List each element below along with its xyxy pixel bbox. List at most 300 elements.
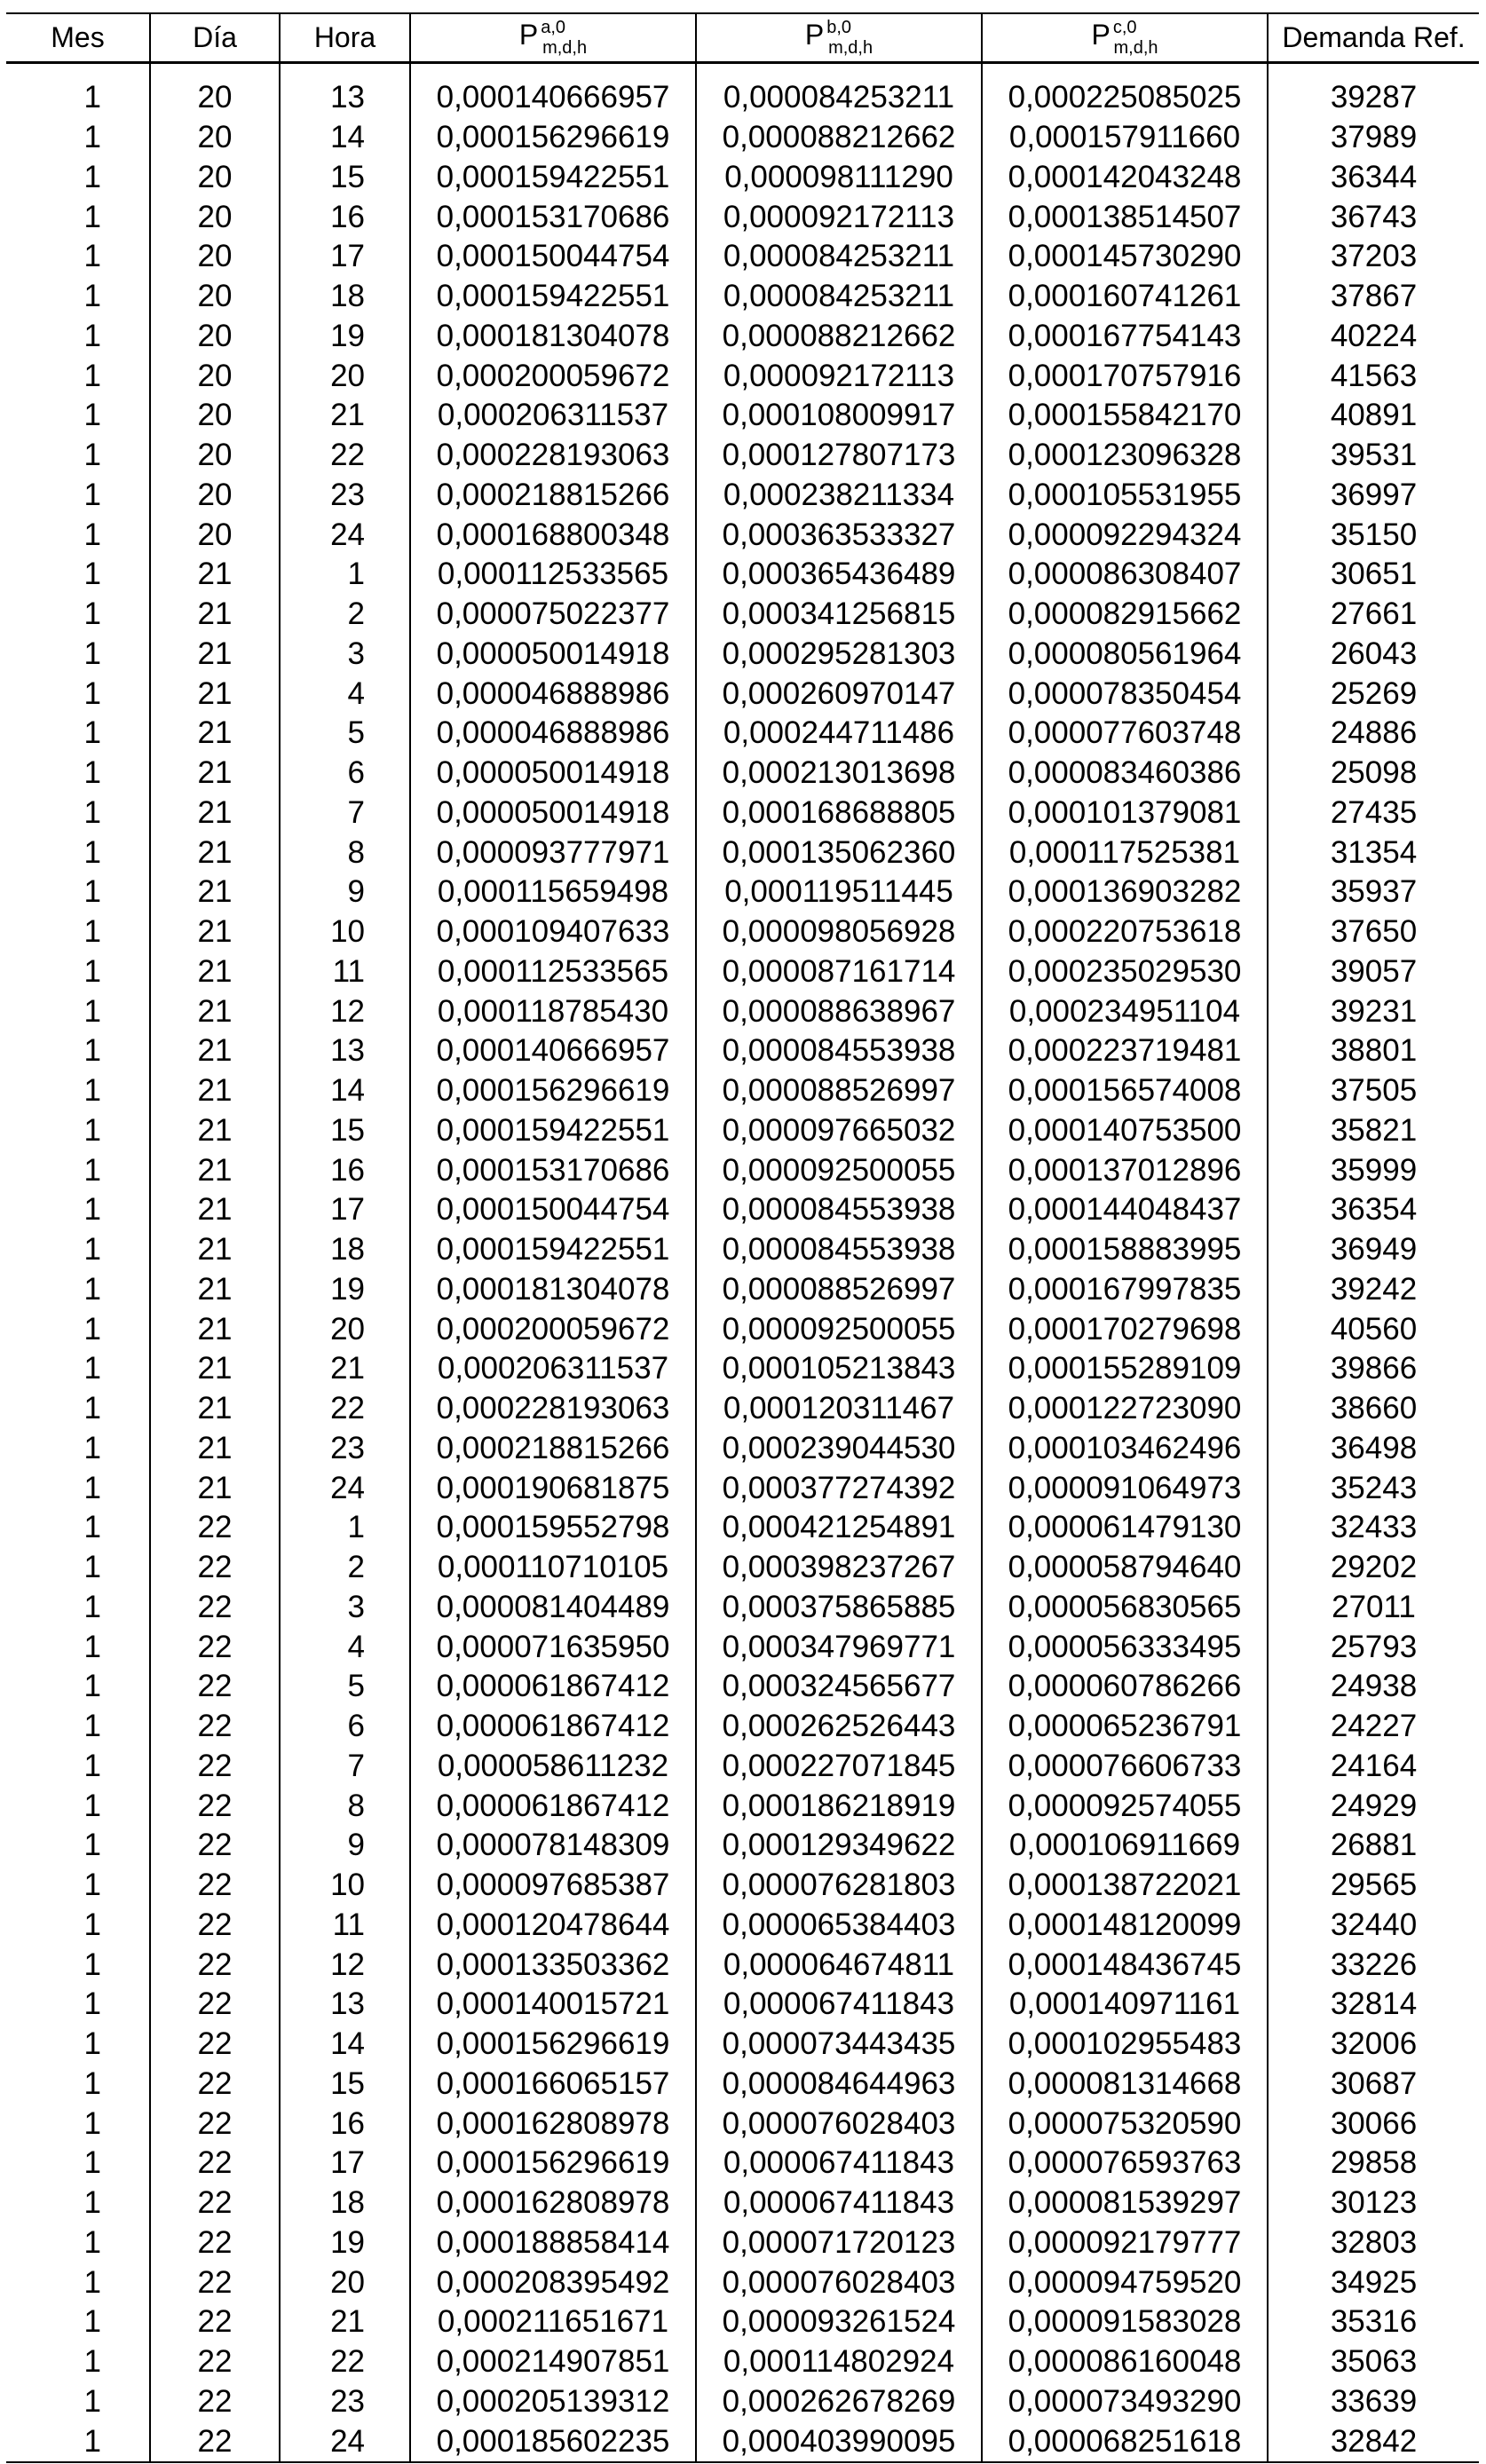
cell-demanda: 39287 bbox=[1268, 63, 1479, 118]
table-row bbox=[6, 912, 1479, 952]
cell-hora: 8 bbox=[280, 833, 410, 873]
cell-demanda: 32433 bbox=[1268, 1508, 1479, 1548]
cell-demanda: 29202 bbox=[1268, 1548, 1479, 1588]
cell-dia: 21 bbox=[150, 714, 280, 754]
header-pa-sub: m,d,h bbox=[542, 37, 588, 58]
cell-pa: 0,000140015721 bbox=[410, 1985, 696, 2025]
cell-pb: 0,000064674811 bbox=[696, 1945, 982, 1985]
table-row bbox=[6, 2263, 1479, 2302]
cell-dia: 20 bbox=[150, 436, 280, 476]
cell-demanda: 35063 bbox=[1268, 2342, 1479, 2382]
cell-dia: 22 bbox=[150, 2065, 280, 2105]
cell-dia: 21 bbox=[150, 1309, 280, 1349]
cell-pa: 0,000061867412 bbox=[410, 1786, 696, 1826]
cell-pc: 0,000068251618 bbox=[982, 2421, 1268, 2462]
cell-pa: 0,000200059672 bbox=[410, 1309, 696, 1349]
cell-mes: 1 bbox=[83, 1828, 101, 1863]
cell-dia: 22 bbox=[150, 2144, 280, 2184]
cell-mes: 1 bbox=[83, 318, 101, 353]
cell-dia: 22 bbox=[150, 1906, 280, 1946]
cell-pb: 0,000238211334 bbox=[696, 476, 982, 516]
cell-dia: 21 bbox=[150, 754, 280, 794]
cell-dia: 22 bbox=[150, 1786, 280, 1826]
cell-pa: 0,000188858414 bbox=[410, 2223, 696, 2263]
cell-mes: 1 bbox=[83, 1152, 101, 1188]
cell-pb: 0,000084253211 bbox=[696, 63, 982, 118]
cell-demanda: 26043 bbox=[1268, 635, 1479, 675]
cell-demanda: 37867 bbox=[1268, 277, 1479, 317]
cell-pa: 0,000093777971 bbox=[410, 833, 696, 873]
cell-pa: 0,000150044754 bbox=[410, 1190, 696, 1230]
cell-dia: 20 bbox=[150, 118, 280, 158]
cell-pb: 0,000120311467 bbox=[696, 1389, 982, 1429]
cell-hora: 14 bbox=[280, 2025, 410, 2065]
cell-pa: 0,000156296619 bbox=[410, 2144, 696, 2184]
cell-pa: 0,000112533565 bbox=[410, 555, 696, 595]
cell-pb: 0,000076281803 bbox=[696, 1866, 982, 1906]
cell-pb: 0,000105213843 bbox=[696, 1349, 982, 1389]
cell-pa: 0,000081404489 bbox=[410, 1588, 696, 1628]
cell-pb: 0,000127807173 bbox=[696, 436, 982, 476]
cell-pa: 0,000205139312 bbox=[410, 2382, 696, 2422]
cell-pc: 0,000103462496 bbox=[982, 1429, 1268, 1469]
cell-demanda: 24886 bbox=[1268, 714, 1479, 754]
cell-pb: 0,000262678269 bbox=[696, 2382, 982, 2422]
cell-pa: 0,000214907851 bbox=[410, 2342, 696, 2382]
table-row bbox=[6, 1111, 1479, 1151]
cell-mes: 1 bbox=[83, 2026, 101, 2062]
cell-hora: 3 bbox=[280, 635, 410, 675]
cell-dia: 20 bbox=[150, 396, 280, 436]
cell-mes: 1 bbox=[83, 1112, 101, 1148]
table-row bbox=[6, 197, 1479, 237]
table-body bbox=[6, 63, 1479, 2463]
cell-pa: 0,000162808978 bbox=[410, 2184, 696, 2223]
cell-demanda: 30651 bbox=[1268, 555, 1479, 595]
cell-hora: 20 bbox=[280, 2263, 410, 2302]
cell-demanda: 24227 bbox=[1268, 1707, 1479, 1747]
cell-pc: 0,000076593763 bbox=[982, 2144, 1268, 2184]
cell-hora: 12 bbox=[280, 1945, 410, 1985]
cell-pa: 0,000211651671 bbox=[410, 2302, 696, 2342]
cell-dia: 21 bbox=[150, 1468, 280, 1508]
cell-demanda: 25269 bbox=[1268, 674, 1479, 714]
cell-mes: 1 bbox=[83, 199, 101, 234]
cell-demanda: 30123 bbox=[1268, 2184, 1479, 2223]
cell-dia: 22 bbox=[150, 1548, 280, 1588]
cell-pc: 0,000138722021 bbox=[982, 1866, 1268, 1906]
cell-hora: 9 bbox=[280, 873, 410, 912]
cell-hora: 22 bbox=[280, 436, 410, 476]
cell-hora: 12 bbox=[280, 991, 410, 1031]
cell-dia: 20 bbox=[150, 158, 280, 198]
header-pa-base: P bbox=[518, 18, 539, 51]
cell-pc: 0,000136903282 bbox=[982, 873, 1268, 912]
cell-pc: 0,000076606733 bbox=[982, 1747, 1268, 1787]
cell-hora: 15 bbox=[280, 1111, 410, 1151]
cell-hora: 8 bbox=[280, 1786, 410, 1826]
cell-dia: 21 bbox=[150, 912, 280, 952]
table-row bbox=[6, 2302, 1479, 2342]
cell-dia: 20 bbox=[150, 356, 280, 396]
cell-hora: 24 bbox=[280, 1468, 410, 1508]
cell-hora: 10 bbox=[280, 1866, 410, 1906]
cell-pb: 0,000244711486 bbox=[696, 714, 982, 754]
table-row bbox=[6, 2223, 1479, 2263]
cell-pa: 0,000159422551 bbox=[410, 1230, 696, 1270]
cell-pa: 0,000181304078 bbox=[410, 317, 696, 357]
cell-mes: 1 bbox=[83, 438, 101, 473]
cell-hora: 18 bbox=[280, 1230, 410, 1270]
cell-pa: 0,000156296619 bbox=[410, 118, 696, 158]
table-row bbox=[6, 1071, 1479, 1111]
cell-dia: 20 bbox=[150, 277, 280, 317]
cell-pa: 0,000162808978 bbox=[410, 2104, 696, 2144]
table-row bbox=[6, 2144, 1479, 2184]
cell-hora: 19 bbox=[280, 317, 410, 357]
cell-pc: 0,000148120099 bbox=[982, 1906, 1268, 1946]
table-row bbox=[6, 991, 1479, 1031]
cell-dia: 22 bbox=[150, 2025, 280, 2065]
cell-pc: 0,000144048437 bbox=[982, 1190, 1268, 1230]
cell-mes: 1 bbox=[83, 1748, 101, 1783]
table-row bbox=[6, 1031, 1479, 1071]
cell-pc: 0,000061479130 bbox=[982, 1508, 1268, 1548]
cell-mes: 1 bbox=[83, 1868, 101, 1903]
cell-hora: 14 bbox=[280, 1071, 410, 1111]
cell-pa: 0,000075022377 bbox=[410, 595, 696, 635]
cell-dia: 21 bbox=[150, 1230, 280, 1270]
table-row bbox=[6, 1150, 1479, 1190]
table-row bbox=[6, 555, 1479, 595]
header-demanda: Demanda Ref. bbox=[1268, 13, 1479, 63]
cell-hora: 5 bbox=[280, 1667, 410, 1707]
cell-mes: 1 bbox=[83, 120, 101, 155]
table-row bbox=[6, 237, 1479, 277]
cell-hora: 5 bbox=[280, 714, 410, 754]
cell-mes: 1 bbox=[83, 1709, 101, 1744]
cell-pa: 0,000097685387 bbox=[410, 1866, 696, 1906]
cell-mes: 1 bbox=[83, 636, 101, 671]
cell-hora: 3 bbox=[280, 1588, 410, 1628]
table-row bbox=[6, 1747, 1479, 1787]
cell-pa: 0,000159422551 bbox=[410, 158, 696, 198]
cell-dia: 20 bbox=[150, 476, 280, 516]
cell-demanda: 33639 bbox=[1268, 2382, 1479, 2422]
table-row bbox=[6, 2382, 1479, 2422]
cell-pa: 0,000153170686 bbox=[410, 1150, 696, 1190]
cell-dia: 21 bbox=[150, 1389, 280, 1429]
table-row bbox=[6, 1707, 1479, 1747]
cell-demanda: 36743 bbox=[1268, 197, 1479, 237]
cell-dia: 21 bbox=[150, 1349, 280, 1389]
cell-pa: 0,000159422551 bbox=[410, 1111, 696, 1151]
header-hora: Hora bbox=[280, 13, 410, 63]
cell-demanda: 38660 bbox=[1268, 1389, 1479, 1429]
cell-dia: 21 bbox=[150, 555, 280, 595]
cell-pc: 0,000234951104 bbox=[982, 991, 1268, 1031]
cell-mes: 1 bbox=[83, 1788, 101, 1823]
cell-hora: 10 bbox=[280, 912, 410, 952]
table-row bbox=[6, 1866, 1479, 1906]
table-row bbox=[6, 1548, 1479, 1588]
cell-dia: 21 bbox=[150, 833, 280, 873]
header-dia: Día bbox=[150, 13, 280, 63]
cell-pb: 0,000129349622 bbox=[696, 1826, 982, 1866]
cell-mes: 1 bbox=[83, 1947, 101, 1982]
cell-pa: 0,000050014918 bbox=[410, 754, 696, 794]
table-row bbox=[6, 674, 1479, 714]
cell-hora: 24 bbox=[280, 2421, 410, 2462]
table-row bbox=[6, 714, 1479, 754]
cell-hora: 4 bbox=[280, 1627, 410, 1667]
table-row bbox=[6, 1349, 1479, 1389]
cell-pa: 0,000228193063 bbox=[410, 1389, 696, 1429]
cell-hora: 14 bbox=[280, 118, 410, 158]
cell-dia: 22 bbox=[150, 2382, 280, 2422]
cell-hora: 16 bbox=[280, 197, 410, 237]
header-pa bbox=[410, 13, 696, 63]
cell-pc: 0,000148436745 bbox=[982, 1945, 1268, 1985]
cell-demanda: 40224 bbox=[1268, 317, 1479, 357]
cell-pb: 0,000108009917 bbox=[696, 396, 982, 436]
cell-hora: 21 bbox=[280, 2302, 410, 2342]
cell-pa: 0,000046888986 bbox=[410, 714, 696, 754]
cell-pc: 0,000065236791 bbox=[982, 1707, 1268, 1747]
cell-hora: 6 bbox=[280, 754, 410, 794]
cell-demanda: 41563 bbox=[1268, 356, 1479, 396]
cell-pb: 0,000084253211 bbox=[696, 277, 982, 317]
cell-pa: 0,000061867412 bbox=[410, 1707, 696, 1747]
cell-pa: 0,000071635950 bbox=[410, 1627, 696, 1667]
cell-mes: 1 bbox=[6, 2421, 150, 2462]
cell-pa: 0,000140666957 bbox=[410, 63, 696, 118]
cell-demanda: 36997 bbox=[1268, 476, 1479, 516]
cell-pa: 0,000046888986 bbox=[410, 674, 696, 714]
cell-demanda: 38801 bbox=[1268, 1031, 1479, 1071]
cell-mes: 1 bbox=[83, 358, 101, 393]
header-pb-base: P bbox=[804, 18, 825, 51]
cell-pc: 0,000086160048 bbox=[982, 2342, 1268, 2382]
cell-hora: 16 bbox=[280, 2104, 410, 2144]
header-pc-sup: c,0 bbox=[1112, 17, 1137, 37]
table-row bbox=[6, 2342, 1479, 2382]
cell-pb: 0,000088526997 bbox=[696, 1071, 982, 1111]
cell-pb: 0,000088526997 bbox=[696, 1270, 982, 1310]
cell-pc: 0,000077603748 bbox=[982, 714, 1268, 754]
cell-pa: 0,000185602235 bbox=[410, 2421, 696, 2462]
cell-demanda: 34925 bbox=[1268, 2263, 1479, 2302]
cell-mes: 1 bbox=[83, 1550, 101, 1585]
cell-pb: 0,000398237267 bbox=[696, 1548, 982, 1588]
cell-hora: 22 bbox=[280, 1389, 410, 1429]
cell-pc: 0,000092574055 bbox=[982, 1786, 1268, 1826]
cell-hora: 18 bbox=[280, 2184, 410, 2223]
header-pb-sup: b,0 bbox=[826, 17, 852, 37]
cell-pb: 0,000341256815 bbox=[696, 595, 982, 635]
cell-pc: 0,000058794640 bbox=[982, 1548, 1268, 1588]
cell-pc: 0,000155842170 bbox=[982, 396, 1268, 436]
cell-hora: 2 bbox=[280, 1548, 410, 1588]
table-row bbox=[6, 2104, 1479, 2144]
cell-mes: 1 bbox=[83, 596, 101, 632]
cell-hora: 17 bbox=[280, 1190, 410, 1230]
cell-pa: 0,000156296619 bbox=[410, 2025, 696, 2065]
cell-pb: 0,000088638967 bbox=[696, 991, 982, 1031]
cell-pa: 0,000118785430 bbox=[410, 991, 696, 1031]
cell-dia: 22 bbox=[150, 2104, 280, 2144]
header-row bbox=[6, 13, 1479, 63]
cell-pb: 0,000065384403 bbox=[696, 1906, 982, 1946]
cell-demanda: 36498 bbox=[1268, 1429, 1479, 1469]
cell-mes: 1 bbox=[83, 517, 101, 552]
cell-demanda: 35937 bbox=[1268, 873, 1479, 912]
cell-pa: 0,000206311537 bbox=[410, 396, 696, 436]
cell-demanda: 35821 bbox=[1268, 1111, 1479, 1151]
cell-mes: 1 bbox=[83, 1192, 101, 1228]
demand-coefficient-table bbox=[6, 12, 1479, 2463]
cell-demanda: 24164 bbox=[1268, 1747, 1479, 1787]
cell-hora: 15 bbox=[280, 2065, 410, 2105]
cell-dia: 20 bbox=[150, 197, 280, 237]
cell-pa: 0,000115659498 bbox=[410, 873, 696, 912]
cell-pa: 0,000050014918 bbox=[410, 794, 696, 833]
cell-hora: 23 bbox=[280, 476, 410, 516]
cell-hora: 13 bbox=[280, 1031, 410, 1071]
cell-demanda: 24929 bbox=[1268, 1786, 1479, 1826]
table-row bbox=[6, 356, 1479, 396]
cell-pc: 0,000080561964 bbox=[982, 635, 1268, 675]
cell-pb: 0,000067411843 bbox=[696, 1985, 982, 2025]
cell-pb: 0,000114802924 bbox=[696, 2342, 982, 2382]
cell-pb: 0,000213013698 bbox=[696, 754, 982, 794]
cell-dia: 22 bbox=[150, 1747, 280, 1787]
cell-demanda: 31354 bbox=[1268, 833, 1479, 873]
cell-hora: 17 bbox=[280, 237, 410, 277]
cell-mes: 1 bbox=[83, 1430, 101, 1465]
cell-demanda: 37650 bbox=[1268, 912, 1479, 952]
cell-mes: 1 bbox=[83, 914, 101, 950]
table-row bbox=[6, 476, 1479, 516]
cell-pc: 0,000223719481 bbox=[982, 1031, 1268, 1071]
table-row bbox=[6, 635, 1479, 675]
cell-pb: 0,000088212662 bbox=[696, 118, 982, 158]
cell-dia: 21 bbox=[150, 1111, 280, 1151]
cell-mes: 1 bbox=[83, 953, 101, 989]
table-row bbox=[6, 595, 1479, 635]
cell-pb: 0,000093261524 bbox=[696, 2302, 982, 2342]
header-pc-base: P bbox=[1091, 18, 1111, 51]
table-row bbox=[6, 794, 1479, 833]
cell-hora: 20 bbox=[280, 356, 410, 396]
cell-dia: 21 bbox=[150, 635, 280, 675]
cell-pc: 0,000091064973 bbox=[982, 1468, 1268, 1508]
cell-pb: 0,000076028403 bbox=[696, 2263, 982, 2302]
cell-demanda: 36354 bbox=[1268, 1190, 1479, 1230]
cell-dia: 22 bbox=[150, 1945, 280, 1985]
cell-pb: 0,000092172113 bbox=[696, 197, 982, 237]
cell-dia: 22 bbox=[150, 1588, 280, 1628]
cell-pb: 0,000084553938 bbox=[696, 1190, 982, 1230]
cell-dia: 22 bbox=[150, 1627, 280, 1667]
cell-pa: 0,000078148309 bbox=[410, 1826, 696, 1866]
cell-demanda: 27435 bbox=[1268, 794, 1479, 833]
cell-pc: 0,000158883995 bbox=[982, 1230, 1268, 1270]
cell-pb: 0,000088212662 bbox=[696, 317, 982, 357]
cell-hora: 17 bbox=[280, 2144, 410, 2184]
cell-pb: 0,000186218919 bbox=[696, 1786, 982, 1826]
cell-pa: 0,000120478644 bbox=[410, 1906, 696, 1946]
cell-pc: 0,000082915662 bbox=[982, 595, 1268, 635]
cell-pc: 0,000083460386 bbox=[982, 754, 1268, 794]
cell-pc: 0,000092179777 bbox=[982, 2223, 1268, 2263]
cell-hora: 13 bbox=[280, 63, 410, 118]
cell-pa: 0,000153170686 bbox=[410, 197, 696, 237]
cell-pb: 0,000076028403 bbox=[696, 2104, 982, 2144]
table-row bbox=[6, 833, 1479, 873]
cell-hora: 11 bbox=[280, 1906, 410, 1946]
cell-pc: 0,000094759520 bbox=[982, 2263, 1268, 2302]
cell-demanda: 24938 bbox=[1268, 1667, 1479, 1707]
cell-mes: 1 bbox=[83, 1470, 101, 1505]
cell-pa: 0,000150044754 bbox=[410, 237, 696, 277]
cell-mes: 1 bbox=[83, 1073, 101, 1109]
cell-pc: 0,000160741261 bbox=[982, 277, 1268, 317]
cell-pb: 0,000135062360 bbox=[696, 833, 982, 873]
cell-pb: 0,000324565677 bbox=[696, 1667, 982, 1707]
cell-dia: 20 bbox=[150, 237, 280, 277]
cell-hora: 18 bbox=[280, 277, 410, 317]
cell-hora: 23 bbox=[280, 2382, 410, 2422]
cell-mes: 1 bbox=[83, 2185, 101, 2221]
cell-pb: 0,000377274392 bbox=[696, 1468, 982, 1508]
cell-mes: 1 bbox=[83, 675, 101, 711]
table-header bbox=[6, 13, 1479, 63]
table-row bbox=[6, 1389, 1479, 1429]
cell-pb: 0,000071720123 bbox=[696, 2223, 982, 2263]
cell-hora: 23 bbox=[280, 1429, 410, 1469]
table-row bbox=[6, 118, 1479, 158]
cell-dia: 22 bbox=[150, 1508, 280, 1548]
cell-pb: 0,000084644963 bbox=[696, 2065, 982, 2105]
cell-pc: 0,000073493290 bbox=[982, 2382, 1268, 2422]
cell-mes: 1 bbox=[83, 279, 101, 314]
cell-pc: 0,000056830565 bbox=[982, 1588, 1268, 1628]
cell-pb: 0,000227071845 bbox=[696, 1747, 982, 1787]
table-row bbox=[6, 2184, 1479, 2223]
cell-pa: 0,000109407633 bbox=[410, 912, 696, 952]
cell-demanda: 27661 bbox=[1268, 595, 1479, 635]
cell-pc: 0,000140971161 bbox=[982, 1985, 1268, 2025]
cell-pc: 0,000092294324 bbox=[982, 515, 1268, 555]
cell-demanda: 36949 bbox=[1268, 1230, 1479, 1270]
table-row bbox=[6, 515, 1479, 555]
cell-hora: 1 bbox=[280, 555, 410, 595]
table-row bbox=[6, 1230, 1479, 1270]
cell-pb: 0,000098056928 bbox=[696, 912, 982, 952]
cell-pb: 0,000097665032 bbox=[696, 1111, 982, 1151]
table-row bbox=[6, 1627, 1479, 1667]
cell-mes: 1 bbox=[83, 398, 101, 433]
cell-dia: 22 bbox=[150, 2421, 280, 2462]
cell-pc: 0,000117525381 bbox=[982, 833, 1268, 873]
cell-dia: 22 bbox=[150, 2302, 280, 2342]
table-row bbox=[6, 436, 1479, 476]
cell-demanda: 35150 bbox=[1268, 515, 1479, 555]
table-row bbox=[6, 317, 1479, 357]
cell-pb: 0,000067411843 bbox=[696, 2144, 982, 2184]
cell-pa: 0,000228193063 bbox=[410, 436, 696, 476]
